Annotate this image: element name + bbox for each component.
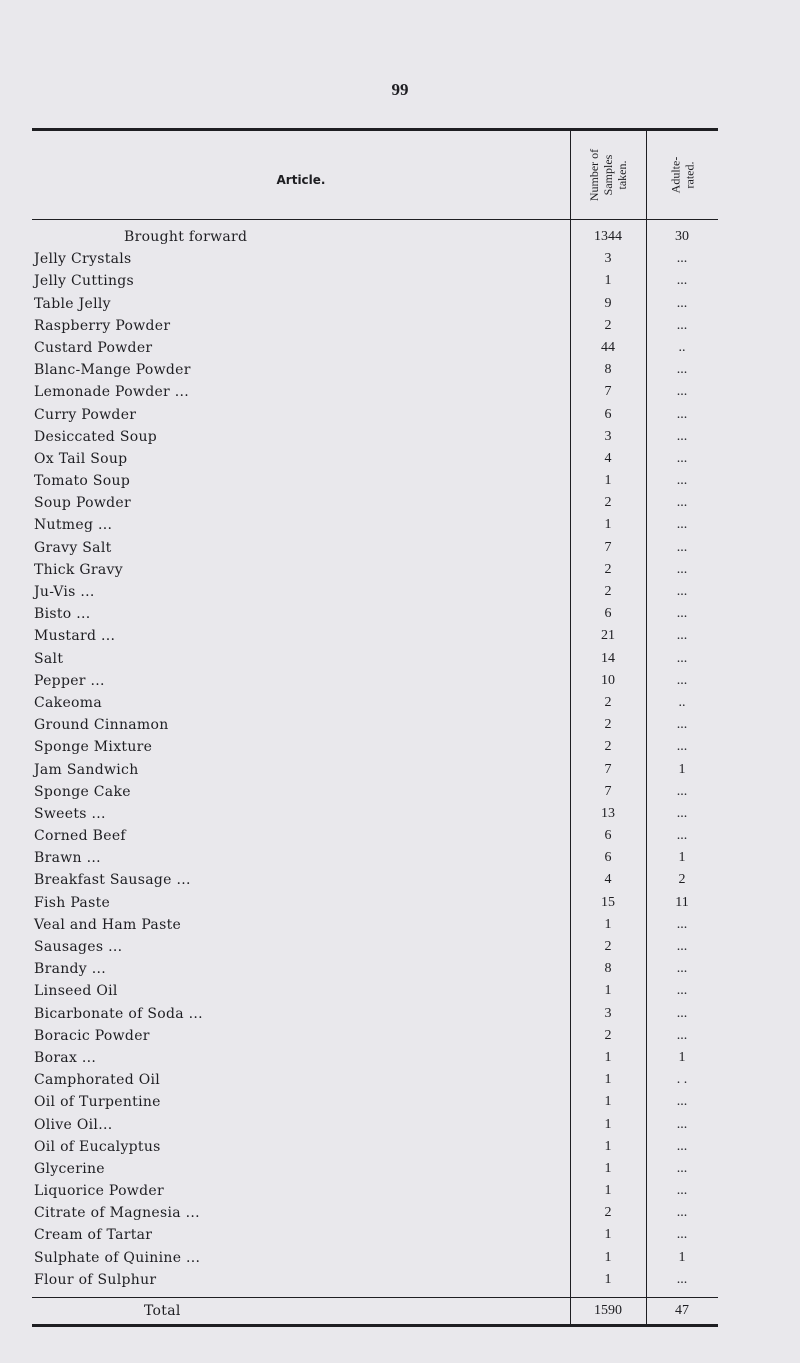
table-row — [32, 914, 718, 936]
article-name: Soup Powder — [34, 495, 131, 512]
table-row — [32, 1003, 718, 1025]
article-name: Veal and Ham Paste — [34, 916, 182, 933]
table-row — [32, 426, 718, 448]
adulterated-count: ... — [676, 606, 688, 622]
samples-count: 1 — [604, 916, 612, 932]
table-row — [32, 537, 718, 559]
article-name: Thick Gravy — [34, 561, 123, 578]
table-row — [32, 603, 718, 625]
samples-count: 1 — [604, 1138, 612, 1154]
table-row — [32, 1025, 718, 1047]
article-name: Jelly Cuttings — [34, 273, 135, 290]
samples-count: 6 — [604, 406, 612, 422]
table-row — [32, 847, 718, 869]
adulterated-count: ... — [676, 473, 688, 489]
article-name: Linseed Oil — [34, 983, 118, 1000]
article-name: Sponge Mixture — [34, 739, 153, 756]
samples-count: 3 — [604, 251, 612, 267]
table-bottom-rule — [32, 1324, 718, 1327]
table-row — [32, 1180, 718, 1202]
adulterated-count: ... — [676, 1271, 688, 1287]
article-name: Citrate of Magnesia ... — [34, 1205, 200, 1222]
adulterated-count: ... — [676, 584, 688, 599]
adulterated-count: ... — [676, 428, 688, 444]
header-adulterated-label: Adulte- rated. — [668, 156, 696, 194]
article-name: Custard Powder — [34, 339, 153, 356]
article-name: Mustard ... — [34, 628, 116, 645]
table-row — [32, 359, 718, 381]
adulterated-count: ... — [676, 916, 688, 932]
samples-count: 44 — [601, 339, 615, 355]
adulterated-count: 11 — [675, 894, 689, 910]
brought-forward-samples: 1344 — [594, 229, 622, 244]
samples-count: 1 — [604, 1271, 612, 1287]
table-row — [32, 1069, 718, 1091]
table-row — [32, 892, 718, 914]
article-name: Bisto ... — [34, 606, 91, 623]
samples-count: 6 — [604, 828, 612, 844]
samples-count: 10 — [601, 672, 615, 688]
samples-count: 3 — [604, 428, 612, 444]
table-row — [32, 670, 718, 692]
adulterated-count: ... — [676, 362, 688, 378]
article-name: Sausages ... — [34, 939, 123, 955]
table-row — [32, 1091, 718, 1113]
samples-count: 1 — [604, 983, 612, 999]
samples-count: 1 — [604, 1116, 612, 1132]
table-row — [32, 759, 718, 781]
adulterated-count: ... — [676, 1183, 688, 1199]
article-name: Tomato Soup — [34, 473, 131, 490]
adulterated-count: ... — [676, 717, 688, 733]
adulterated-count: ... — [676, 295, 688, 311]
samples-count: 7 — [604, 761, 612, 777]
samples-count: 2 — [604, 1205, 612, 1221]
article-name: Ju-Vis ... — [34, 584, 95, 600]
samples-count: 3 — [604, 1005, 612, 1021]
samples-count: 4 — [604, 872, 612, 888]
samples-count: 1 — [604, 273, 612, 289]
article-name: Curry Powder — [34, 406, 137, 423]
table-row — [32, 448, 718, 470]
adulterated-count: ... — [676, 1094, 688, 1110]
article-name: Boracic Powder — [34, 1027, 150, 1044]
samples-count: 1 — [604, 1249, 612, 1265]
table-row — [32, 936, 718, 958]
table-row — [32, 1224, 718, 1246]
article-name: Corned Beef — [34, 828, 126, 845]
adulterated-count: ... — [676, 805, 688, 821]
table-row — [32, 869, 718, 891]
table-row — [32, 315, 718, 337]
adulterated-count: ... — [676, 317, 688, 333]
table-row — [32, 648, 718, 670]
article-name: Brawn ... — [34, 850, 101, 867]
article-name: Olive Oil... — [34, 1116, 113, 1133]
total-adulterated: 47 — [675, 1303, 689, 1318]
adulterated-count: ... — [676, 961, 688, 977]
samples-count: 7 — [604, 783, 612, 799]
adulterated-count: ... — [676, 828, 688, 844]
page-number: 99 — [391, 80, 409, 99]
table-row — [32, 404, 718, 426]
article-name: Flour of Sulphur — [34, 1271, 157, 1288]
samples-count: 1 — [604, 473, 612, 489]
adulterated-count: 1 — [678, 1049, 686, 1065]
adulterated-count: ... — [676, 1138, 688, 1154]
table-row — [32, 514, 718, 536]
table-row — [32, 1269, 718, 1291]
header-article: Article. — [276, 173, 326, 187]
total-row — [32, 1297, 718, 1324]
brought-forward-label: Brought forward — [124, 229, 248, 245]
table-row — [32, 825, 718, 847]
samples-count: 2 — [604, 584, 612, 599]
article-name: Camphorated Oil — [34, 1072, 161, 1089]
table-row — [32, 559, 718, 581]
article-name: Ox Tail Soup — [34, 450, 128, 467]
article-name: Sweets ... — [34, 805, 106, 822]
adulterated-count: ... — [676, 939, 688, 954]
samples-count: 2 — [604, 495, 612, 511]
adulterated-count: 1 — [678, 761, 686, 777]
adulterated-count: ... — [676, 251, 688, 267]
adulterated-count: ... — [676, 739, 688, 755]
samples-count: 1 — [604, 1094, 612, 1110]
table-row — [32, 381, 718, 403]
samples-count: 21 — [601, 628, 615, 644]
table-row — [32, 492, 718, 514]
samples-count: 6 — [604, 850, 612, 866]
adulterated-count: ... — [676, 983, 688, 999]
article-name: Ground Cinnamon — [34, 717, 169, 734]
samples-count: 15 — [601, 894, 615, 910]
table-header — [32, 131, 718, 220]
table-row — [32, 958, 718, 980]
adulterated-count: 1 — [678, 1249, 686, 1265]
table-row — [32, 270, 718, 292]
samples-count: 7 — [604, 384, 612, 400]
brought-forward-row — [32, 226, 718, 248]
samples-count: 7 — [604, 539, 612, 555]
total-label: Total — [144, 1303, 181, 1319]
adulterated-count: ... — [676, 650, 688, 666]
samples-table — [32, 128, 718, 1327]
adulterated-count: ... — [676, 1205, 688, 1221]
samples-count: 2 — [604, 317, 612, 333]
adulterated-count: ... — [676, 450, 688, 466]
adulterated-count: .. — [678, 339, 686, 355]
article-name: Jelly Crystals — [34, 251, 132, 268]
table-row — [32, 1158, 718, 1180]
adulterated-count: ... — [676, 1005, 688, 1021]
article-name: Gravy Salt — [34, 539, 112, 556]
article-name: Fish Paste — [34, 894, 111, 911]
samples-count: 2 — [604, 939, 612, 954]
adulterated-count: ... — [676, 495, 688, 511]
samples-count: 9 — [604, 295, 612, 311]
samples-count: 1 — [604, 1072, 612, 1088]
table-row — [32, 337, 718, 359]
table-rows — [32, 248, 718, 1291]
samples-count: 1 — [604, 1183, 612, 1199]
table-row — [32, 736, 718, 758]
table-row — [32, 1136, 718, 1158]
article-name: Cream of Tartar — [34, 1227, 153, 1244]
header-adulterated — [646, 131, 718, 219]
article-name: Sulphate of Quinine ... — [34, 1249, 201, 1266]
samples-count: 2 — [604, 561, 612, 577]
adulterated-count: ... — [676, 672, 688, 688]
article-name: Sponge Cake — [34, 783, 131, 800]
article-name: Jam Sandwich — [34, 761, 139, 778]
adulterated-count: ... — [676, 273, 688, 289]
table-row — [32, 1114, 718, 1136]
samples-count: 6 — [604, 606, 612, 622]
adulterated-count: ... — [676, 1027, 688, 1043]
article-name: Salt — [34, 650, 64, 667]
article-name: Table Jelly — [34, 295, 111, 312]
header-samples-label: Number of Samples taken. — [586, 148, 629, 202]
samples-count: 2 — [604, 739, 612, 755]
samples-count: 2 — [604, 717, 612, 733]
adulterated-count: ... — [676, 628, 688, 644]
samples-count: 14 — [601, 650, 615, 666]
samples-count: 2 — [604, 694, 612, 710]
adulterated-count: 2 — [678, 872, 686, 888]
adulterated-count: ... — [676, 561, 688, 577]
adulterated-count: 1 — [678, 850, 686, 866]
adulterated-count: ... — [676, 517, 688, 533]
samples-count: 2 — [604, 1027, 612, 1043]
article-name: Bicarbonate of Soda ... — [34, 1005, 203, 1022]
table-row — [32, 1202, 718, 1224]
samples-count: 1 — [604, 517, 612, 533]
adulterated-count: ... — [676, 783, 688, 799]
article-name: Oil of Eucalyptus — [34, 1138, 161, 1155]
table-row — [32, 692, 718, 714]
table-row — [32, 470, 718, 492]
adulterated-count: ... — [676, 1116, 688, 1132]
samples-count: 8 — [604, 961, 612, 977]
article-name: Liquorice Powder — [34, 1183, 164, 1200]
total-samples: 1590 — [594, 1303, 622, 1318]
header-samples — [570, 131, 646, 219]
samples-count: 1 — [604, 1160, 612, 1176]
adulterated-count: .. — [678, 694, 686, 710]
samples-count: 1 — [604, 1049, 612, 1065]
table-row — [32, 581, 718, 603]
adulterated-count: . . — [676, 1072, 688, 1088]
article-name: Nutmeg ... — [34, 517, 113, 534]
samples-count: 1 — [604, 1227, 612, 1243]
article-name: Oil of Turpentine — [34, 1094, 161, 1111]
article-name: Raspberry Powder — [34, 317, 171, 334]
article-name: Cakeoma — [34, 694, 102, 711]
table-row — [32, 248, 718, 270]
article-name: Breakfast Sausage ... — [34, 872, 191, 889]
article-name: Lemonade Powder ... — [34, 384, 190, 401]
adulterated-count: ... — [676, 539, 688, 555]
samples-count: 13 — [601, 805, 615, 821]
article-name: Pepper ... — [34, 672, 105, 689]
article-name: Glycerine — [34, 1160, 105, 1177]
samples-count: 8 — [604, 362, 612, 378]
adulterated-count: ... — [676, 1227, 688, 1243]
article-name: Blanc-Mange Powder — [34, 362, 191, 379]
table-row — [32, 1047, 718, 1069]
table-body — [32, 220, 718, 1297]
adulterated-count: ... — [676, 406, 688, 422]
adulterated-count: ... — [676, 1160, 688, 1176]
table-row — [32, 714, 718, 736]
table-row — [32, 781, 718, 803]
samples-count: 4 — [604, 450, 612, 466]
article-name: Brandy ... — [34, 961, 107, 978]
article-name: Desiccated Soup — [34, 428, 158, 445]
brought-forward-adulterated: 30 — [675, 229, 689, 244]
table-row — [32, 1247, 718, 1269]
table-row — [32, 803, 718, 825]
adulterated-count: ... — [676, 384, 688, 400]
table-row — [32, 625, 718, 647]
article-name: Borax ... — [34, 1049, 97, 1066]
table-row — [32, 980, 718, 1002]
table-row — [32, 293, 718, 315]
